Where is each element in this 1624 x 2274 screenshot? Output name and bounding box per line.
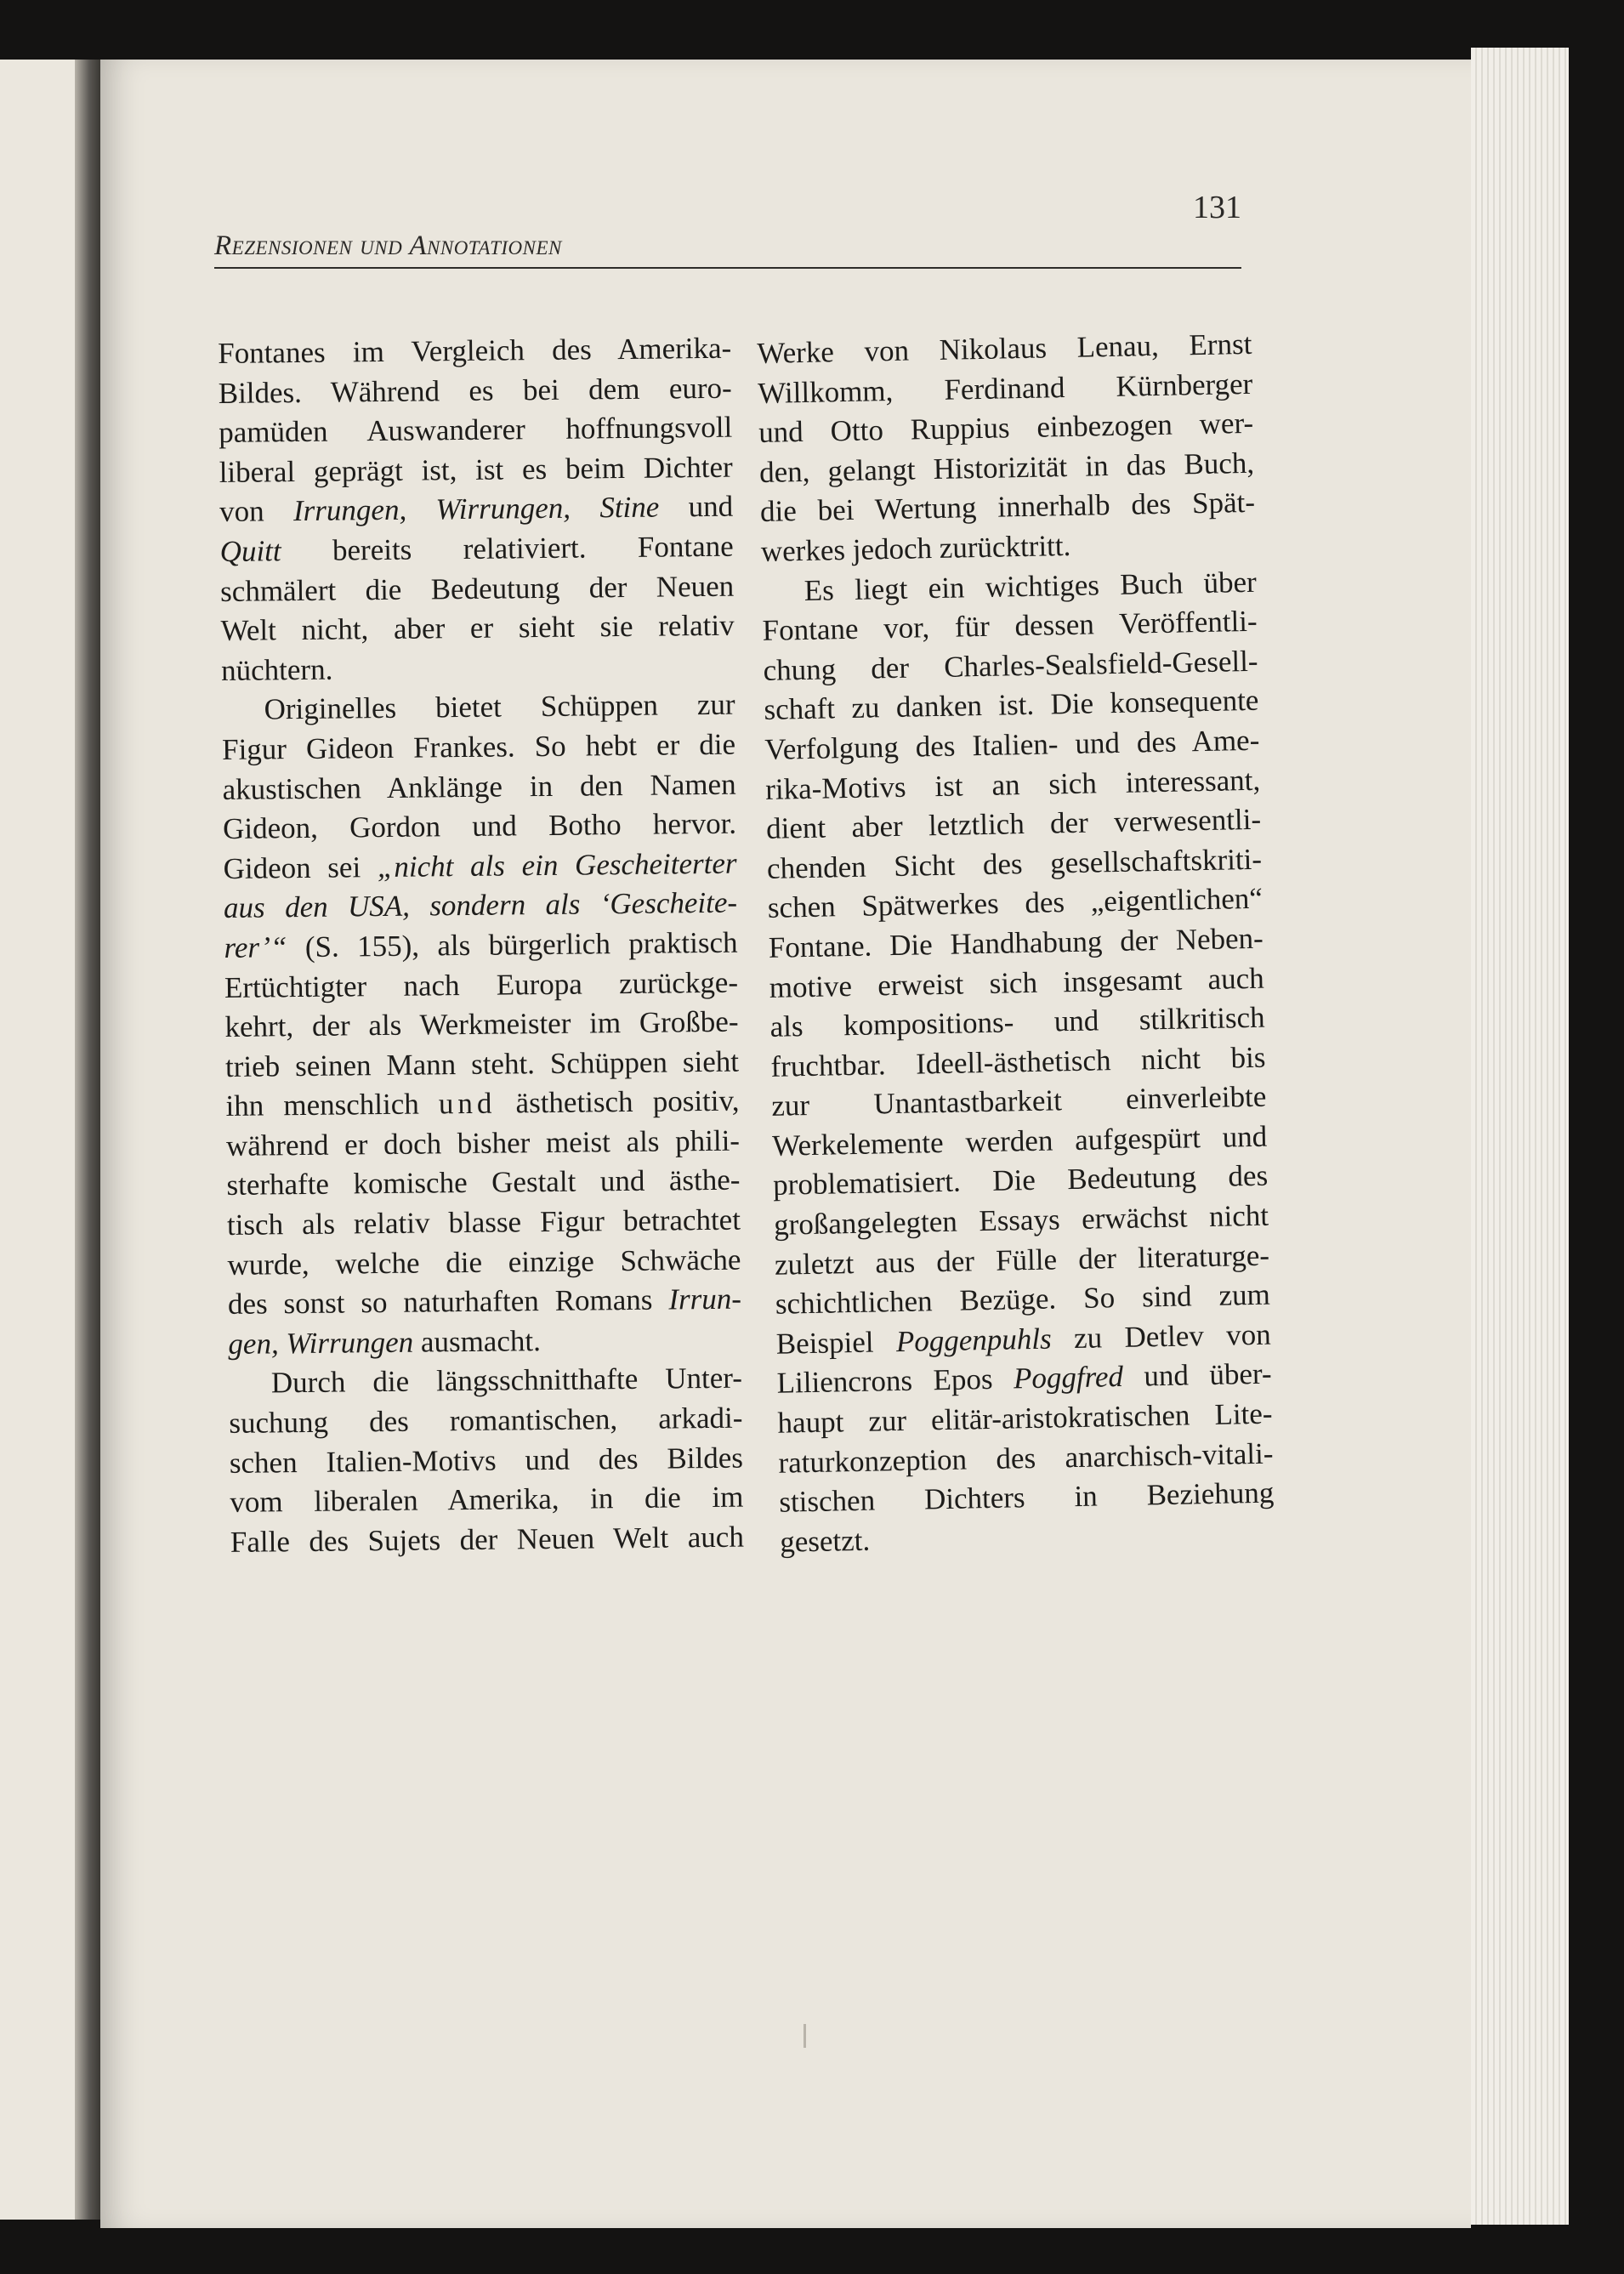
text-line: gen, Wirrungen ausmacht. (228, 1323, 542, 1361)
text-line: suchung des romantischen, arkadi- (229, 1401, 743, 1440)
text-line: sterhafte komische Gestalt und ästhe- (226, 1163, 741, 1202)
previous-page-edge (0, 60, 81, 2220)
text-line: Gideon, Gordon und Botho hervor. (222, 806, 737, 846)
text-line: kehrt, der als Werkmeister im Großbe- (224, 1004, 739, 1044)
text-line: liberal geprägt ist, ist es beim Dichter (219, 450, 733, 489)
text-line: chenden Sicht des gesellschaftskriti- (766, 842, 1263, 885)
text-line: als kompositions- und stilkritisch (769, 1000, 1265, 1043)
page-stack-edges (1471, 48, 1569, 2225)
text-line: Beispiel Poggenpuhls zu Detlev von (775, 1317, 1272, 1361)
text-line: Bildes. Während es bei dem euro- (218, 371, 732, 410)
text-line: und Otto Ruppius einbezogen wer- (758, 406, 1254, 450)
text-line: Es liegt ein wichtiges Buch über (803, 565, 1258, 607)
text-line: rika-Motivs ist an sich interessant, (764, 763, 1261, 806)
text-line: Fontanes im Vergleich des Amerika- (218, 331, 732, 370)
text-line: pamüden Auswanderer hoffnungsvoll (219, 410, 733, 450)
quotation: aus den USA, sondern als ‘Gescheite- (223, 885, 738, 925)
title-wirrungen: gen, Wirrungen (228, 1325, 414, 1361)
text-line: stischen Dichters in Beziehung (778, 1475, 1275, 1519)
page-speck (803, 2024, 806, 2048)
text-line: den, gelangt Historizität in das Buch, (758, 446, 1255, 489)
text-line: großangelegten Essays erwächst nicht (773, 1198, 1269, 1242)
text-line: schmälert die Bedeutung der Neuen (219, 569, 735, 608)
text-line: dient aber letztlich der verwesentli- (765, 802, 1262, 846)
emphasis-und: und (438, 1086, 497, 1121)
text-line: gesetzt. (779, 1523, 871, 1559)
text-line: Werkelemente werden aufgespürt und (771, 1119, 1268, 1163)
page-header (214, 189, 1241, 269)
text-line: Originelles bietet Schüppen zur (264, 687, 735, 726)
text-line: zuletzt aus der Fülle der literaturge- (774, 1238, 1270, 1282)
quotation: „nicht als ein Gescheiterter (377, 846, 737, 884)
right-column (757, 325, 1275, 1562)
text-line: Falle des Sujets der Neuen Welt auch (230, 1520, 745, 1559)
text-line: während er doch bisher meist als phili- (225, 1123, 741, 1163)
text-line: des sonst so naturhaften Romans Irrun- (227, 1282, 742, 1322)
text-line: von Irrungen, Wirrungen, Stine und (219, 490, 734, 529)
text-line: haupt zur elitär-aristokratischen Lite- (777, 1396, 1273, 1440)
text-line: problematisiert. Die Bedeutung des (772, 1159, 1269, 1202)
running-head: Rezensionen und Annotationen (214, 230, 562, 261)
text-line: schen Italien-Motivs und des Bildes (229, 1441, 744, 1480)
title-poggfred: Poggfred (1013, 1360, 1124, 1396)
text-line: schen Spätwerkes des „eigentlichen“ (767, 882, 1263, 925)
title-irrungen: Irrun- (668, 1282, 742, 1316)
text-line: Verfolgung des Italien- und des Ame- (764, 723, 1260, 766)
text-line: Werke von Nikolaus Lenau, Ernst (757, 327, 1252, 370)
text-line: Willkomm, Ferdinand Kürnberger (757, 367, 1253, 410)
text-line: die bei Wertung innerhalb des Spät- (759, 486, 1256, 529)
text-line: trieb seinen Mann steht. Schüppen sieht (224, 1044, 740, 1083)
text-line: Fontane vor, für dessen Veröffentli- (762, 604, 1258, 648)
text-line: Gideon sei „nicht als ein Gescheiterter (223, 846, 737, 885)
text-line: Ertüchtigter nach Europa zurückge- (224, 965, 739, 1004)
quotation: rer’“ (224, 930, 287, 964)
text-line: rer’“ (S. 155), als bürgerlich praktisch (224, 925, 738, 964)
text-line: akustischen Anklänge in den Namen (222, 767, 736, 806)
text-line: tisch als relativ blasse Figur betrachtet (226, 1202, 741, 1242)
title-quitt: Quitt (219, 534, 281, 568)
text-line: schaft zu danken ist. Die konsequente (764, 684, 1259, 727)
page-number: 131 (1193, 190, 1241, 225)
text-line: Liliencrons Epos Poggfred und über- (776, 1357, 1272, 1401)
left-column (218, 329, 744, 1563)
text-line: ihn menschlich und ästhetisch positiv, (225, 1083, 740, 1123)
text-line: zur Unantastbarkeit einverleibte (771, 1079, 1267, 1123)
text-line: fruchtbar. Ideell-ästhetisch nicht bis (770, 1040, 1266, 1083)
text-line: Durch die längsschnitthafte Unter- (270, 1362, 743, 1400)
text-line (224, 884, 737, 929)
title-irrungen-wirrungen-stine: Irrungen, Wirrungen, Stine (292, 490, 660, 528)
text-line: raturkonzeption des anarchisch-vitali- (778, 1436, 1274, 1480)
text-line: Quitt bereits relativiert. Fontane (219, 529, 734, 568)
text-line: Welt nicht, aber er sieht sie relativ (220, 608, 735, 648)
title-poggenpuhls: Poggenpuhls (895, 1322, 1053, 1358)
text-line: werkes jedoch zurücktritt. (760, 528, 1071, 568)
text-line: vom liberalen Amerika, in die im (230, 1480, 744, 1520)
text-line: nüchtern. (220, 652, 333, 687)
text-line: schichtlichen Bezüge. So sind zum (775, 1277, 1271, 1322)
text-line: Fontane. Die Handhabung der Neben- (768, 921, 1264, 964)
text-line: chung der Charles-Sealsfield-Gesell- (763, 644, 1258, 687)
text-line: wurde, welche die einzige Schwäche (227, 1242, 741, 1282)
text-line: motive erweist sich insgesamt auch (769, 961, 1265, 1004)
text-line: Figur Gideon Frankes. So hebt er die (221, 727, 736, 766)
